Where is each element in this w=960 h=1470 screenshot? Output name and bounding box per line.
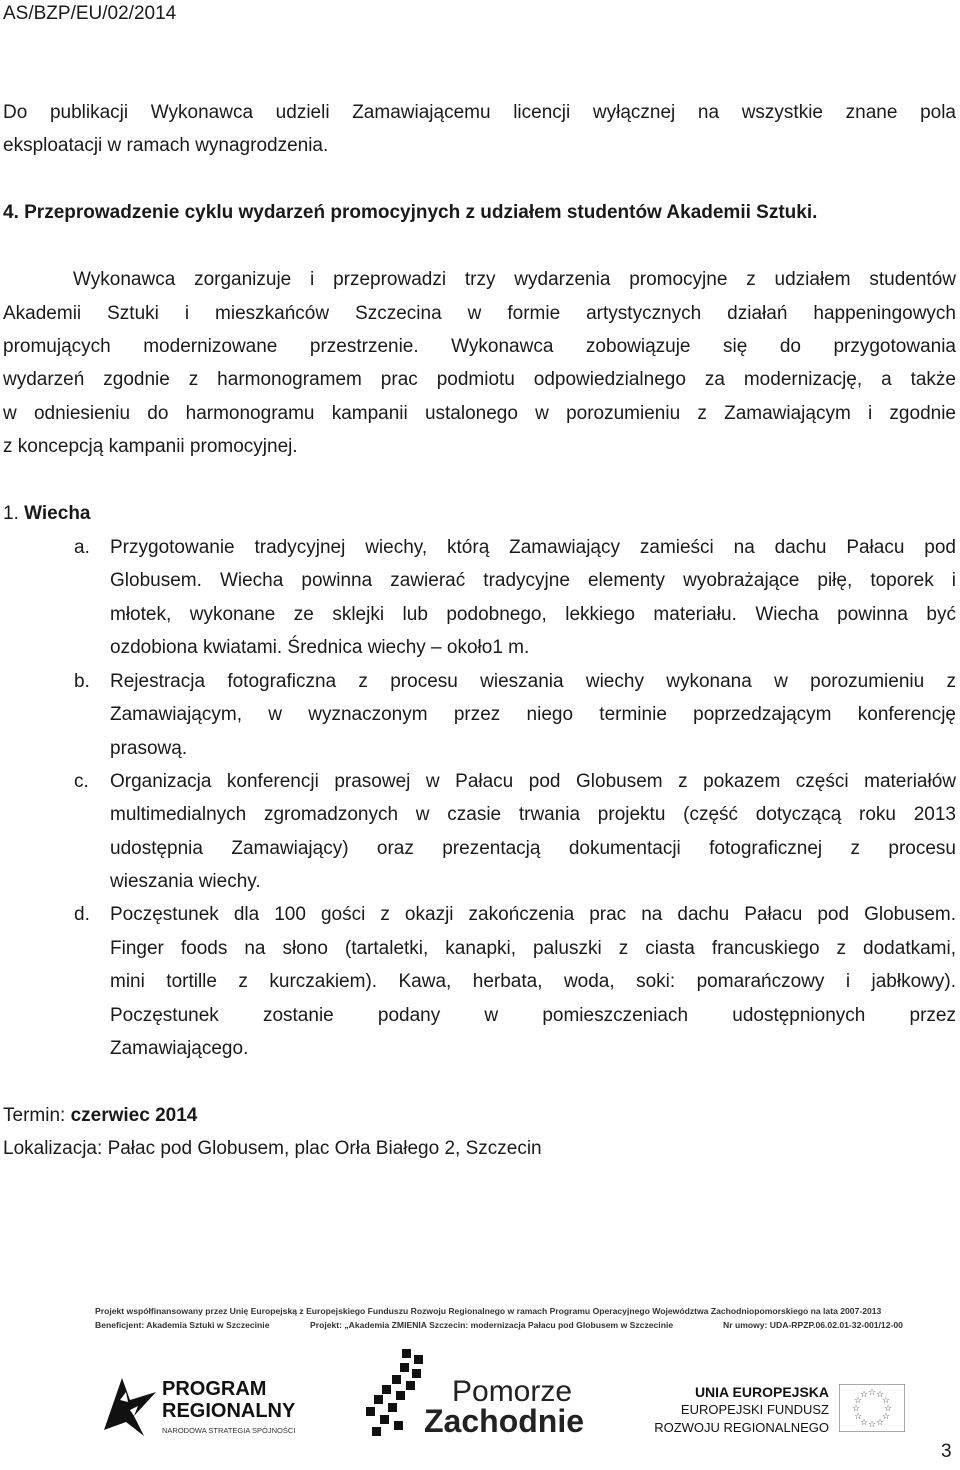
item-d-line-5: Zamawiającego. [110, 1038, 249, 1059]
item-a-line-2: Globusem. Wiecha powinna zawierać tradycyjne elementy wyobrażające piłę, toporek i [110, 570, 956, 591]
eu-star-icon: ☆ [859, 1416, 869, 1427]
footer-beneficjent: Beneficjent: Akademia Sztuki w Szczecinie [95, 1320, 270, 1330]
item-d-line-4: Poczęstunek zostanie podany w pomieszczeniach udostępnionych przez [110, 1005, 956, 1026]
ue-line-2: EUROPEJSKI FUNDUSZ [680, 1402, 829, 1417]
footer-projekt: Projekt: „Akademia ZMIENIA Szczecin: modernizacja Pałacu pod Globusem w Szczecinie [310, 1320, 674, 1330]
pomorze-text: Pomorze [452, 1375, 573, 1408]
item-b-line-3: prasową. [110, 738, 188, 759]
item-d-line-2: Finger foods na słono (tartaletki, kanapki, paluszki z ciasta francuskiego z dodatkami, [110, 938, 956, 959]
wiecha-title: Wiecha [24, 503, 91, 524]
eu-star-icon: ☆ [867, 1387, 877, 1397]
program-subtitle: NARODOWA STRATEGIA SPÓJNOŚCI [162, 1426, 296, 1435]
pomorze-zachodnie-logo [362, 1345, 592, 1445]
program-regionalny-logo [100, 1370, 330, 1440]
item-c-line-3: udostępnia Zamawiający) oraz prezentacją dokumentacji fotograficznej z procesu [110, 838, 956, 859]
item-c-line-2: multimedialnych zgromadzonych w czasie trwania projektu (część dotyczącą roku 2013 [110, 804, 956, 825]
footer-funding-line: Projekt współfinansowany przez Unię Europejską z Europejskiego Funduszu Rozwoju Regionalnego w ramach Programu Operacyjnego Województwa Zachodniopomorskiego na lata 2007-2013 [95, 1306, 882, 1316]
section-4-line-4: wydarzeń zgodnie z harmonogramem prac podmiotu odpowiedzialnego za modernizację, a także [3, 369, 956, 390]
document-id: AS/BZP/EU/02/2014 [3, 3, 177, 24]
section-4-line-6: z koncepcją kampanii promocyjnej. [3, 436, 298, 457]
star-emblem-icon [100, 1370, 160, 1440]
page-number: 3 [941, 1441, 952, 1462]
program-line-2: REGIONALNY [162, 1400, 296, 1422]
lokalizacja-value: Pałac pod Globusem, plac Orła Białego 2, Szczecin [107, 1138, 542, 1159]
zachodnie-text: Zachodnie [424, 1403, 585, 1439]
section-4-line-1: Wykonawca zorganizuje i przeprowadzi trzy wydarzenia promocyjne z udziałem studentów [73, 269, 956, 290]
griffin-emblem-icon [362, 1345, 432, 1440]
item-d-line-3: mini tortille z kurczakiem). Kawa, herbata, woda, soki: pomarańczowy i jabłkowy). [110, 971, 956, 992]
unia-europejska-logo [636, 1380, 911, 1450]
item-d-letter: d. [74, 904, 90, 925]
eu-star-icon: ☆ [875, 1389, 885, 1400]
item-b-line-1: Rejestracja fotograficzna z procesu wieszania wiechy wykonana w porozumieniu z [110, 671, 956, 692]
eu-flag-icon [839, 1384, 905, 1432]
eu-star-icon: ☆ [859, 1389, 869, 1400]
section-4-heading: 4. Przeprowadzenie cyklu wydarzeń promocyjnych z udziałem studentów Akademii Sztuki. [3, 202, 818, 223]
item-a-letter: a. [74, 537, 90, 558]
termin-value: czerwiec 2014 [70, 1105, 198, 1126]
eu-star-icon: ☆ [854, 1395, 863, 1405]
eu-star-icon: ☆ [851, 1403, 861, 1413]
termin [3, 1104, 197, 1128]
item-b-line-2: Zamawiającym, w wyznaczonym przez niego terminie poprzedzającym konferencję [110, 704, 956, 725]
eu-star-icon: ☆ [875, 1416, 885, 1427]
eu-star-icon: ☆ [854, 1411, 863, 1421]
ue-line-3: ROZWOJU REGIONALNEGO [654, 1420, 829, 1435]
item-d-line-1: Poczęstunek dla 100 gości z okazji zakończenia prac na dachu Pałacu pod Globusem. [110, 904, 956, 925]
lokalizacja [3, 1137, 542, 1161]
eu-star-icon: ☆ [867, 1419, 877, 1429]
ue-line-1: UNIA EUROPEJSKA [694, 1384, 829, 1400]
item-c-line-4: wieszania wiechy. [110, 871, 261, 892]
termin-label: Termin: [3, 1105, 66, 1126]
eu-star-icon: ☆ [881, 1395, 890, 1405]
item-a-line-4: ozdobiona kwiatami. Średnica wiechy – około1 m. [110, 637, 530, 658]
program-line-1: PROGRAM [162, 1378, 267, 1400]
section-4-line-5: w odniesieniu do harmonogramu kampanii ustalonego w porozumieniu z Zamawiającym i zgodnie [3, 403, 956, 424]
eu-star-icon: ☆ [883, 1403, 893, 1413]
item-c-letter: c. [74, 771, 89, 792]
footer-umowa: Nr umowy: UDA-RPZP.06.02.01-32-001/12-00 [723, 1320, 903, 1330]
wiecha-heading [3, 502, 91, 526]
intro-line-2: eksploatacji w ramach wynagrodzenia. [3, 135, 329, 156]
lokalizacja-label: Lokalizacja: [3, 1138, 103, 1159]
section-4-line-2: Akademii Sztuki i mieszkańców Szczecina w formie artystycznych działań happeningowych [3, 303, 956, 324]
intro-line-1: Do publikacji Wykonawca udzieli Zamawiającemu licencji wyłącznej na wszystkie znane pola [3, 102, 956, 123]
eu-star-icon: ☆ [881, 1411, 890, 1421]
item-c-line-1: Organizacja konferencji prasowej w Pałacu pod Globusem z pokazem części materiałów [110, 771, 956, 792]
item-a-line-1: Przygotowanie tradycyjnej wiechy, którą Zamawiający zamieści na dachu Pałacu pod [110, 537, 956, 558]
section-4-line-3: promujących modernizowane przestrzenie. Wykonawca zobowiązuje się do przygotowania [3, 336, 956, 357]
item-b-letter: b. [74, 671, 90, 692]
wiecha-number: 1. [3, 503, 19, 524]
item-a-line-3: młotek, wykonane ze sklejki lub podobnego, lekkiego materiału. Wiecha powinna być [110, 604, 956, 625]
